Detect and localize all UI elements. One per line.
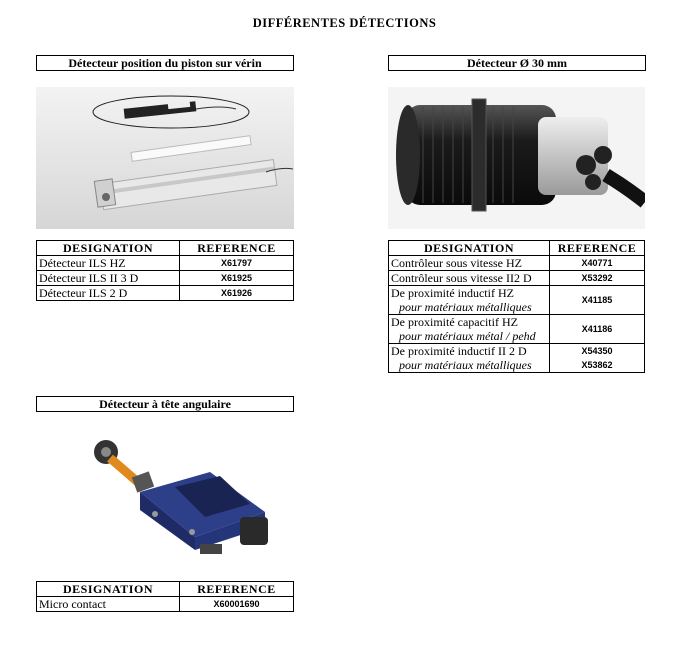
designation-cell — [389, 315, 550, 344]
designation-cell: Contrôleur sous vitesse HZ — [389, 256, 550, 271]
reference-text: X54350 — [581, 346, 613, 356]
designation-cell: Détecteur ILS II 3 D — [37, 271, 180, 286]
limit-switch-photo — [90, 432, 280, 557]
reference-header: REFERENCE — [180, 582, 294, 597]
proximity-sensor-photo — [388, 87, 645, 229]
table-row — [389, 271, 645, 286]
designation-cell — [389, 344, 550, 373]
angular-detector-heading: Détecteur à tête angulaire — [36, 396, 294, 412]
designation-cell: Détecteur ILS HZ — [37, 256, 180, 271]
designation-text: De proximité capacitif HZ — [391, 315, 518, 329]
reference-cell: X61797 — [180, 256, 294, 271]
reference-cell — [550, 344, 645, 373]
designation-text: De proximité inductif HZ — [391, 286, 514, 300]
table-row — [389, 344, 645, 373]
reference-text: X53862 — [581, 360, 613, 370]
d30-detector-table — [388, 240, 645, 373]
cylinder-sensor-photo — [36, 87, 294, 229]
table-row — [37, 271, 294, 286]
reference-cell: X61926 — [180, 286, 294, 301]
table-row — [37, 597, 294, 612]
reference-header: REFERENCE — [180, 241, 294, 256]
designation-cell: Détecteur ILS 2 D — [37, 286, 180, 301]
piston-detector-table — [36, 240, 294, 301]
designation-cell: Micro contact — [37, 597, 180, 612]
designation-cell — [389, 286, 550, 315]
table-row — [389, 256, 645, 271]
designation-note: pour matériaux métalliques — [399, 300, 532, 314]
page-title: DIFFÉRENTES DÉTECTIONS — [252, 16, 437, 30]
reference-cell: X40771 — [550, 256, 645, 271]
table-row — [37, 256, 294, 271]
reference-cell: X61925 — [180, 271, 294, 286]
table-row — [37, 286, 294, 301]
d30-detector-heading: Détecteur Ø 30 mm — [388, 55, 646, 71]
designation-header: DESIGNATION — [37, 582, 180, 597]
reference-cell: X41186 — [550, 315, 645, 344]
reference-header: REFERENCE — [550, 241, 645, 256]
designation-note: pour matériaux métal / pehd — [399, 329, 536, 343]
reference-cell: X41185 — [550, 286, 645, 315]
reference-cell: X53292 — [550, 271, 645, 286]
angular-detector-table — [36, 581, 294, 612]
designation-text: De proximité inductif II 2 D — [391, 344, 527, 358]
designation-cell: Contrôleur sous vitesse II2 D — [389, 271, 550, 286]
designation-note: pour matériaux métalliques — [399, 358, 532, 372]
designation-header: DESIGNATION — [389, 241, 550, 256]
reference-cell: X60001690 — [180, 597, 294, 612]
piston-detector-heading: Détecteur position du piston sur vérin — [36, 55, 294, 71]
table-row — [389, 315, 645, 344]
designation-header: DESIGNATION — [37, 241, 180, 256]
table-row — [389, 286, 645, 315]
